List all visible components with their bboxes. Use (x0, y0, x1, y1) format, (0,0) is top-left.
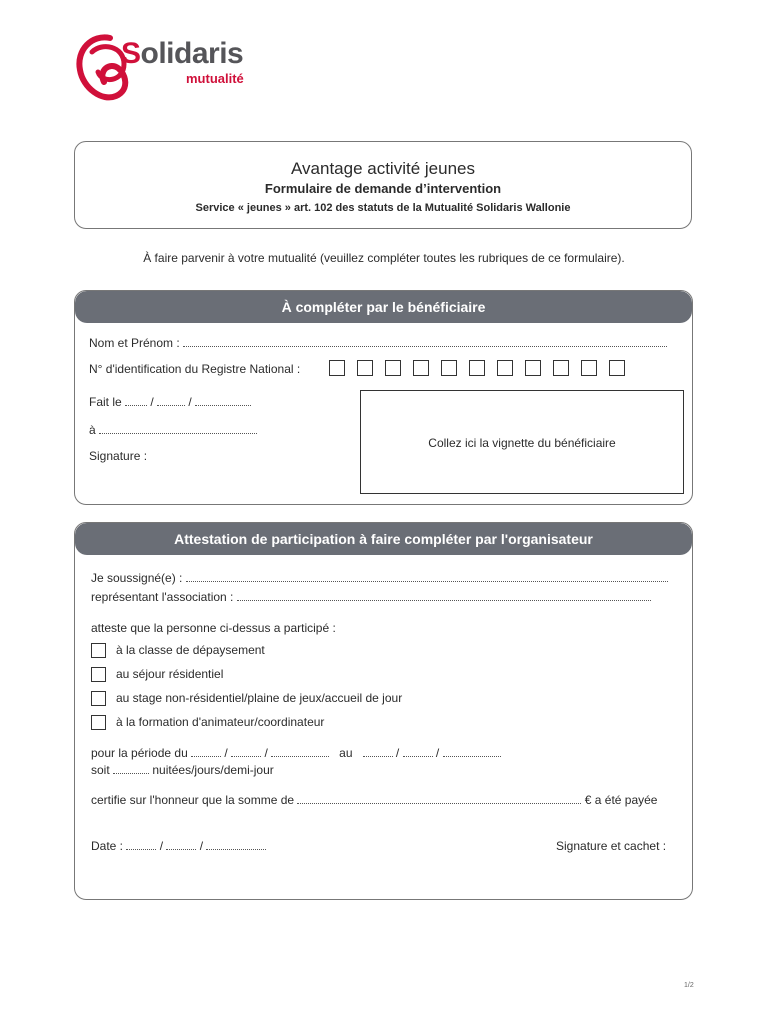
checkbox-icon[interactable] (91, 643, 106, 658)
fait-le-row: Fait le / / (89, 395, 251, 409)
nid-box[interactable] (581, 360, 597, 376)
nid-box[interactable] (469, 360, 485, 376)
association-field[interactable] (237, 591, 651, 601)
soit-row: soit nuitées/jours/demi-jour (91, 763, 274, 777)
year-field[interactable] (195, 396, 251, 406)
nid-box[interactable] (553, 360, 569, 376)
logo-subtitle: mutualité (186, 71, 244, 86)
signature-label: Signature : (89, 449, 148, 463)
nuitees-field[interactable] (113, 764, 149, 774)
nid-box[interactable] (441, 360, 457, 376)
page-subtitle: Formulaire de demande d’intervention (264, 181, 502, 196)
date-month-field[interactable] (166, 840, 196, 850)
certifie-row: certifie sur l'honneur que la somme de € a été payée (91, 793, 658, 807)
soussigne-row: Je soussigné(e) : (91, 571, 668, 585)
nid-box[interactable] (609, 360, 625, 376)
name-field[interactable] (183, 337, 667, 347)
nid-box[interactable] (385, 360, 401, 376)
option-row: à la classe de dépaysement (91, 643, 265, 658)
soussigne-field[interactable] (186, 572, 668, 582)
nid-label: N° d'identification du Registre National : (89, 362, 301, 376)
start-month-field[interactable] (231, 747, 261, 757)
month-field[interactable] (157, 396, 185, 406)
association-row: représentant l'association : (91, 590, 651, 604)
checkbox-icon[interactable] (91, 715, 106, 730)
date-row: Date : / / (91, 839, 266, 853)
date-year-field[interactable] (206, 840, 266, 850)
day-field[interactable] (125, 396, 147, 406)
option-row: à la formation d'animateur/coordinateur (91, 715, 324, 730)
lieu-row: à (89, 423, 257, 437)
nid-box[interactable] (497, 360, 513, 376)
nid-box[interactable] (413, 360, 429, 376)
page-title: Avantage activité jeunes (291, 159, 475, 178)
start-day-field[interactable] (191, 747, 221, 757)
end-day-field[interactable] (363, 747, 393, 757)
nid-box[interactable] (329, 360, 345, 376)
nid-box[interactable] (525, 360, 541, 376)
name-row: Nom et Prénom : (89, 336, 667, 350)
atteste-text: atteste que la personne ci-dessus a participé : (91, 621, 336, 635)
title-box (74, 141, 692, 229)
vignette-box: Collez ici la vignette du bénéficiaire (360, 390, 684, 494)
nid-box[interactable] (357, 360, 373, 376)
end-month-field[interactable] (403, 747, 433, 757)
option-row: au séjour résidentiel (91, 667, 223, 682)
start-year-field[interactable] (271, 747, 329, 757)
attestation-section (74, 522, 693, 900)
service-line: Service « jeunes » art. 102 des statuts de la Mutualité Solidaris Wallonie (195, 202, 571, 214)
checkbox-icon[interactable] (91, 691, 106, 706)
intro-text: À faire parvenir à votre mutualité (veuillez compléter toutes les rubriques de ce formulaire). (143, 251, 625, 265)
option-row: au stage non-résidentiel/plaine de jeux/accueil de jour (91, 691, 402, 706)
page-number: 1/2 (684, 982, 694, 989)
signature-cachet-label: Signature et cachet : (556, 839, 667, 853)
lieu-field[interactable] (99, 424, 257, 434)
logo-wordmark: Solidaris (121, 37, 244, 70)
date-day-field[interactable] (126, 840, 156, 850)
beneficiary-section (74, 290, 693, 505)
amount-field[interactable] (297, 794, 581, 804)
checkbox-icon[interactable] (91, 667, 106, 682)
attestation-heading: Attestation de participation à faire compléter par l'organisateur (75, 523, 692, 555)
periode-row: pour la période du / / au / / (91, 746, 501, 760)
end-year-field[interactable] (443, 747, 501, 757)
beneficiary-heading: À compléter par le bénéficiaire (75, 291, 692, 323)
